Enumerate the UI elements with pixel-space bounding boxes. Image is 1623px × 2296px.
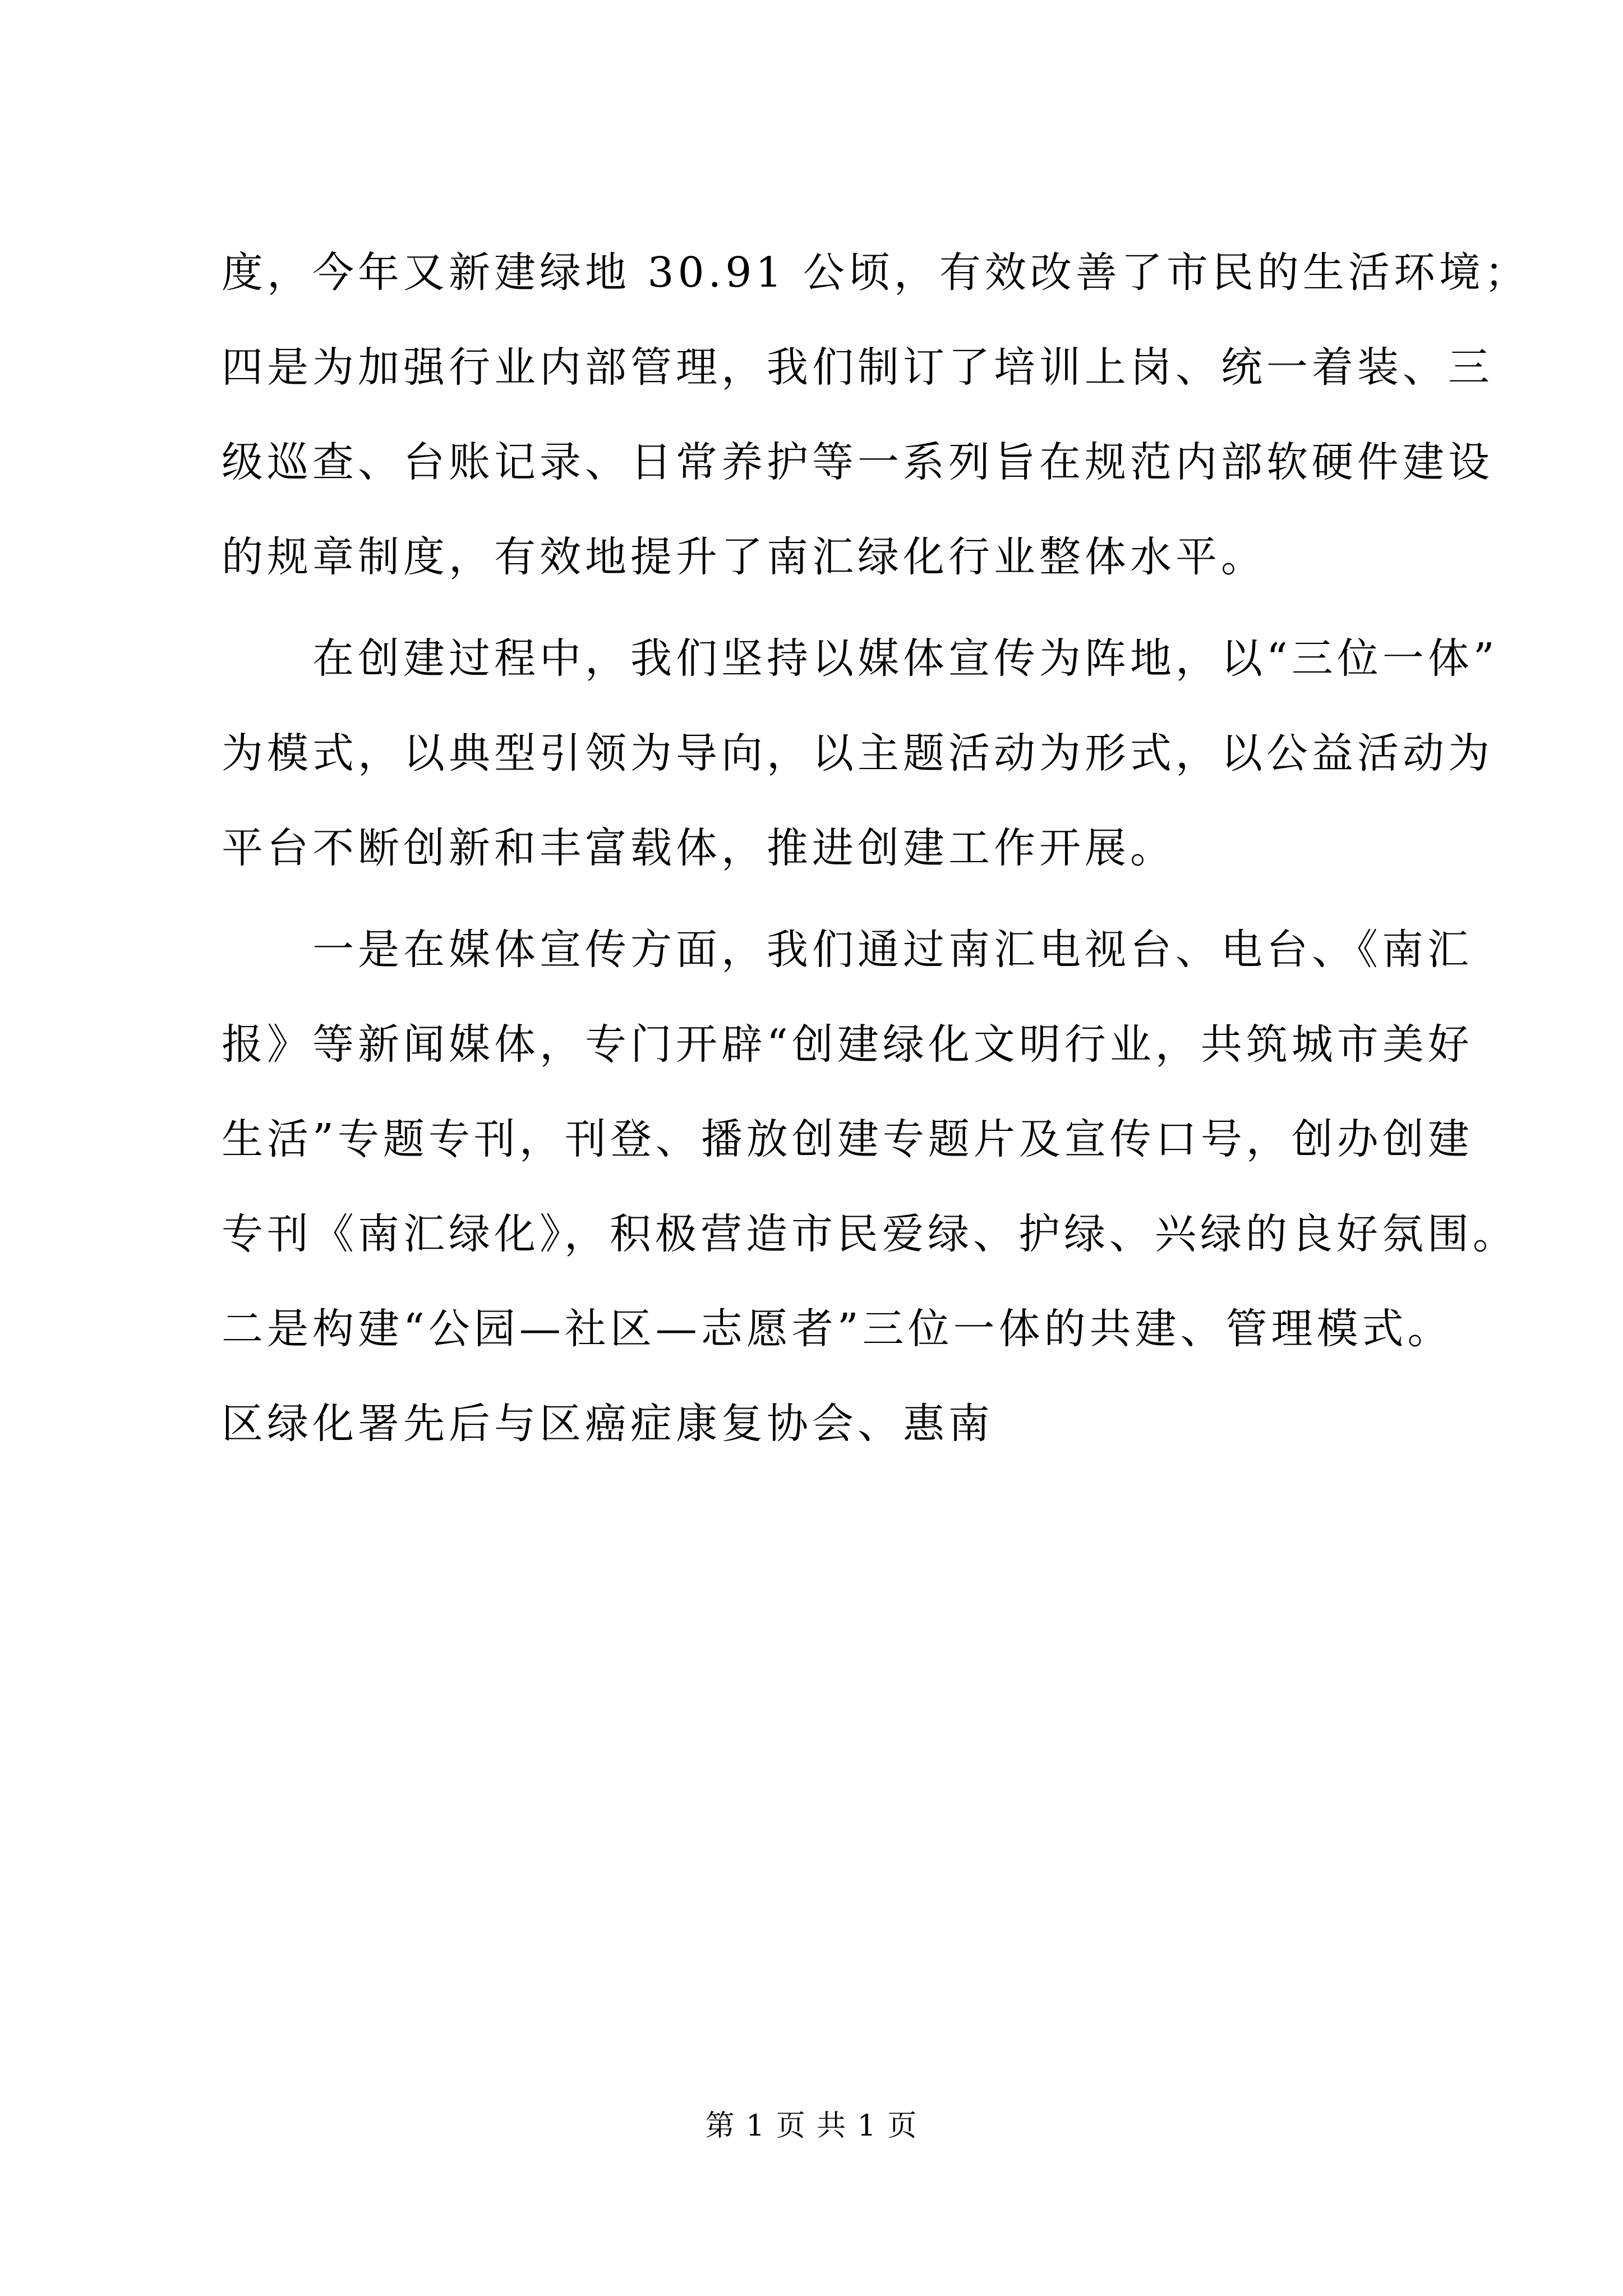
text-line: 的规章制度，有效地提升了南汇绿化行业整体水平。 <box>222 533 1266 581</box>
text-line: 四是为加强行业内部管理，我们制订了培训上岗、统一着装、三 <box>222 343 1493 392</box>
document-body <box>222 226 1530 1471</box>
paragraph-spacer <box>222 605 1467 611</box>
page-footer: 第 1 页 共 1 页 <box>705 2109 918 2143</box>
text-line: 区绿化署先后与区癌症康复协会、惠南 <box>222 1400 994 1448</box>
text-line: 二是构建“公园—社区—志愿者”三位一体的共建、管理模式。 <box>222 1305 1453 1353</box>
text-line: 一是在媒体宣传方面，我们通过南汇电视台、电台、《南汇 <box>222 926 1473 974</box>
paragraph-2 <box>222 611 1498 896</box>
text-line: 平台不断创新和丰富载体，推进创建工作开展。 <box>222 824 1175 872</box>
paragraph-3 <box>222 903 1518 1471</box>
text-line: 级巡查、台账记录、日常养护等一系列旨在规范内部软硬件建设 <box>222 438 1493 486</box>
text-line: 在创建过程中，我们坚持以媒体宣传为阵地，以“三位一体” <box>222 634 1498 683</box>
text-line: 专刊《南汇绿化》，积极营造市民爱绿、护绿、兴绿的良好氛围。 <box>222 1210 1518 1258</box>
text-line: 生活”专题专刊，刊登、播放创建专题片及宣传口号，创办创建 <box>222 1115 1473 1163</box>
paragraph-1 <box>222 226 1530 605</box>
text-line: 度，今年又新建绿地 30.91 公顷，有效改善了市民的生活环境； <box>222 249 1530 297</box>
paragraph-spacer <box>222 896 1467 903</box>
text-line: 报》等新闻媒体，专门开辟“创建绿化文明行业，共筑城市美好 <box>222 1020 1473 1069</box>
text-line: 为模式，以典型引领为导向，以主题活动为形式，以公益活动为 <box>222 729 1493 777</box>
